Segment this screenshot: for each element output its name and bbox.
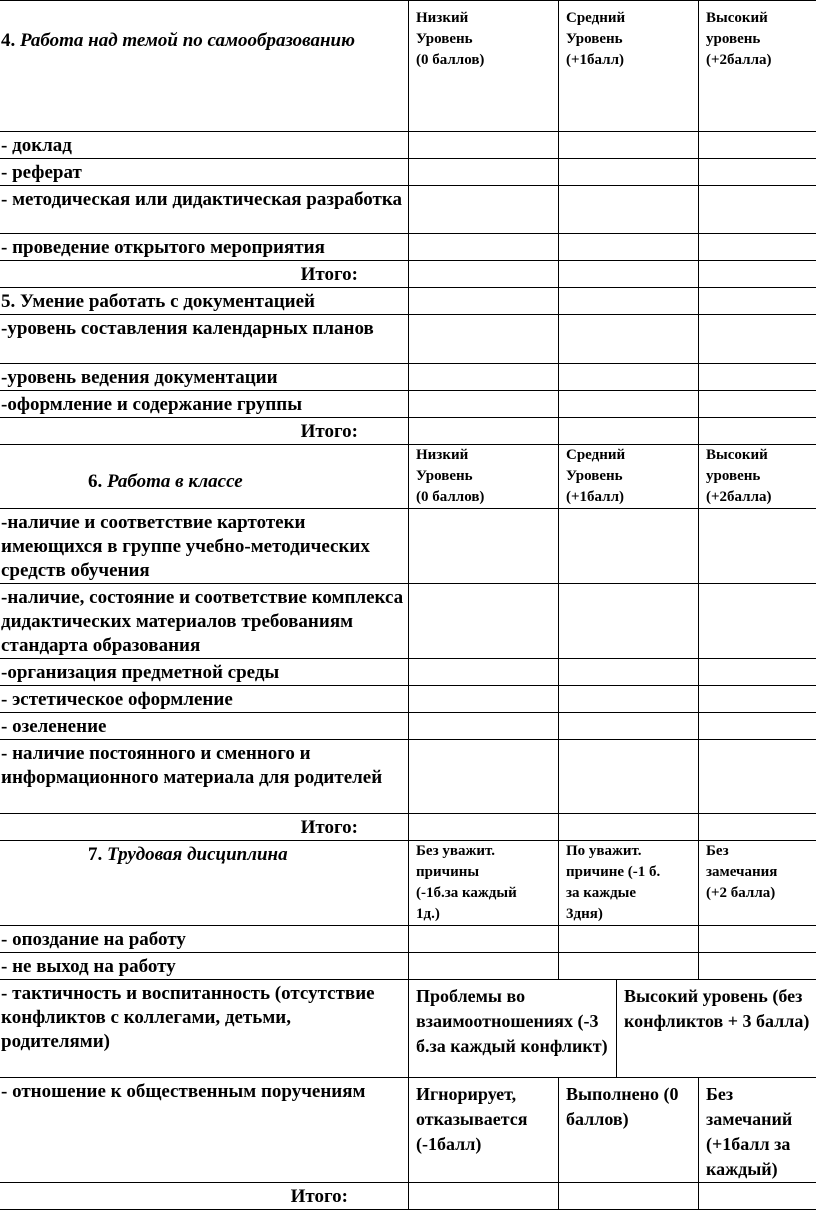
table-row [0,132,816,159]
level-text: (0 баллов) [416,50,554,71]
level-text: (0 баллов) [416,487,554,508]
total-label: Итого: [0,814,409,841]
empty-score-cell [409,391,559,418]
empty-score-cell [409,584,559,659]
level-text: (+2балла) [706,50,816,71]
level-text: (+1балл) [566,487,694,508]
item-label: - опоздание на работу [0,926,409,953]
empty-score-cell [699,713,816,740]
empty-score-cell [699,364,816,391]
item-label: - доклад [0,132,409,159]
empty-score-cell [409,740,559,814]
total-label: Итого: [0,418,409,445]
item-label: -наличие, состояние и соответствие комплекса дидактических материалов требованиям стандарта образования [0,584,409,659]
level-text: замечания [706,862,816,883]
table-row [0,364,816,391]
table-row [0,686,816,713]
empty-score-cell [699,288,816,315]
table-row [0,659,816,686]
level-text: Уровень [416,466,554,487]
table-row [0,980,816,1078]
empty-score-cell [699,391,816,418]
empty-score-cell [559,509,699,584]
empty-score-cell [559,234,699,261]
duties-ignore: Игнорирует, отказывается (-1балл) [409,1078,559,1183]
section7-level-unexcused [409,841,559,926]
empty-score-cell [699,261,816,288]
level-text: (+2балла) [706,487,816,508]
level-text: за каждые [566,883,694,904]
level-text: Низкий [416,445,554,466]
section4-level-mid [559,1,699,132]
empty-score-cell [559,584,699,659]
empty-score-cell [559,926,699,953]
item-label: -уровень ведения документации [0,364,409,391]
level-text: 3дня) [566,904,694,925]
table-row [0,740,816,814]
tact-high: Высокий уровень (без конфликтов + 3 балла) [617,980,816,1078]
empty-score-cell [409,234,559,261]
level-text: Уровень [416,29,554,50]
empty-score-cell [699,659,816,686]
tact-label: - тактичность и воспитанность (отсутствие конфликтов с коллегами, детьми, родителями) [0,980,409,1078]
empty-score-cell [699,159,816,186]
empty-score-cell [559,713,699,740]
table-row [0,234,816,261]
item-label: -уровень составления календарных планов [0,315,409,364]
empty-score-cell [699,926,816,953]
table-row [0,926,816,953]
table-row [0,315,816,364]
total-row [0,261,816,288]
level-text: По уважит. [566,841,694,862]
level-text: Без [706,841,816,862]
item-label: - не выход на работу [0,953,409,980]
empty-score-cell [559,391,699,418]
section4-level-high [699,1,816,132]
item-label: - проведение открытого мероприятия [0,234,409,261]
section7-number: 7. [88,844,102,865]
empty-score-cell [699,509,816,584]
total-label: Итого: [0,261,409,288]
level-text: Высокий [706,8,816,29]
section6-level-high [699,445,816,509]
item-label: - методическая или дидактическая разработка [0,186,409,234]
section6-header-row [0,445,816,509]
empty-score-cell [559,288,699,315]
section7-title-cell [0,841,409,926]
empty-score-cell [559,1183,699,1210]
section7-level-no-remarks [699,841,816,926]
item-label: - озеленение [0,713,409,740]
level-text: Средний [566,8,694,29]
empty-score-cell [699,953,816,980]
empty-score-cell [559,814,699,841]
empty-score-cell [559,159,699,186]
empty-score-cell [699,686,816,713]
level-text: Без уважит. [416,841,554,862]
table-row [0,391,816,418]
section4-number: 4. [1,30,15,51]
empty-score-cell [559,261,699,288]
item-label: -наличие и соответствие картотеки имеющихся в группе учебно-методических средств обучения [0,509,409,584]
level-text: Уровень [566,29,694,50]
total-row [0,814,816,841]
item-label: -организация предметной среды [0,659,409,686]
empty-score-cell [409,713,559,740]
section4-title: Работа над темой по самообразованию [20,30,355,51]
table-row [0,584,816,659]
item-label: - наличие постоянного и сменного и информационного материала для родителей [0,740,409,814]
empty-score-cell [559,418,699,445]
section4-title-cell [0,1,409,132]
empty-score-cell [409,659,559,686]
section5-title: 5. Умение работать с документацией [0,288,409,315]
empty-score-cell [559,132,699,159]
level-text: (+2 балла) [706,883,816,904]
table-row [0,1078,816,1183]
level-text: причине (-1 б. [566,862,694,883]
level-text: (-1б.за каждый [416,883,554,904]
empty-score-cell [699,234,816,261]
empty-score-cell [699,132,816,159]
duties-no-remarks: Без замечаний (+1балл за каждый) [699,1078,816,1183]
empty-score-cell [559,315,699,364]
section5-header-row [0,288,816,315]
section6-number: 6. [88,471,102,492]
total-row [0,1183,816,1210]
empty-score-cell [409,509,559,584]
section7-header-row [0,841,816,926]
empty-score-cell [699,1183,816,1210]
empty-score-cell [409,261,559,288]
level-text: уровень [706,466,816,487]
section4-level-low [409,1,559,132]
empty-score-cell [409,1183,559,1210]
empty-score-cell [409,315,559,364]
level-text: Низкий [416,8,554,29]
item-label: -оформление и содержание группы [0,391,409,418]
empty-score-cell [559,659,699,686]
duties-label: - отношение к общественным поручениям [0,1078,409,1183]
empty-score-cell [559,364,699,391]
empty-score-cell [699,315,816,364]
duties-done: Выполнено (0 баллов) [559,1078,699,1183]
level-text: 1д.) [416,904,554,925]
level-text: причины [416,862,554,883]
tact-problems: Проблемы во взаимоотношениях (-3 б.за каждый конфликт) [409,980,617,1078]
level-text: Средний [566,445,694,466]
empty-score-cell [559,953,699,980]
item-label: - эстетическое оформление [0,686,409,713]
empty-score-cell [409,186,559,234]
table-row [0,509,816,584]
level-text: (+1балл) [566,50,694,71]
level-text: Уровень [566,466,694,487]
empty-score-cell [409,288,559,315]
empty-score-cell [409,159,559,186]
empty-score-cell [699,584,816,659]
section6-title: Работа в классе [107,471,243,492]
section4-header-row [0,1,816,132]
item-label: - реферат [0,159,409,186]
level-text: уровень [706,29,816,50]
section7-level-excused [559,841,699,926]
section7-title: Трудовая дисциплина [107,844,288,865]
empty-score-cell [409,418,559,445]
table-row [0,186,816,234]
table-row [0,713,816,740]
total-label: Итого: [0,1183,409,1210]
empty-score-cell [409,953,559,980]
empty-score-cell [699,186,816,234]
level-text: Высокий [706,445,816,466]
section6-title-cell [0,445,409,509]
empty-score-cell [699,740,816,814]
empty-score-cell [699,418,816,445]
empty-score-cell [409,926,559,953]
empty-score-cell [559,740,699,814]
table-row [0,953,816,980]
total-row [0,418,816,445]
empty-score-cell [409,132,559,159]
empty-score-cell [409,364,559,391]
section6-level-mid [559,445,699,509]
table-row [0,159,816,186]
empty-score-cell [559,686,699,713]
empty-score-cell [409,814,559,841]
empty-score-cell [699,814,816,841]
section6-level-low [409,445,559,509]
empty-score-cell [409,686,559,713]
empty-score-cell [559,186,699,234]
